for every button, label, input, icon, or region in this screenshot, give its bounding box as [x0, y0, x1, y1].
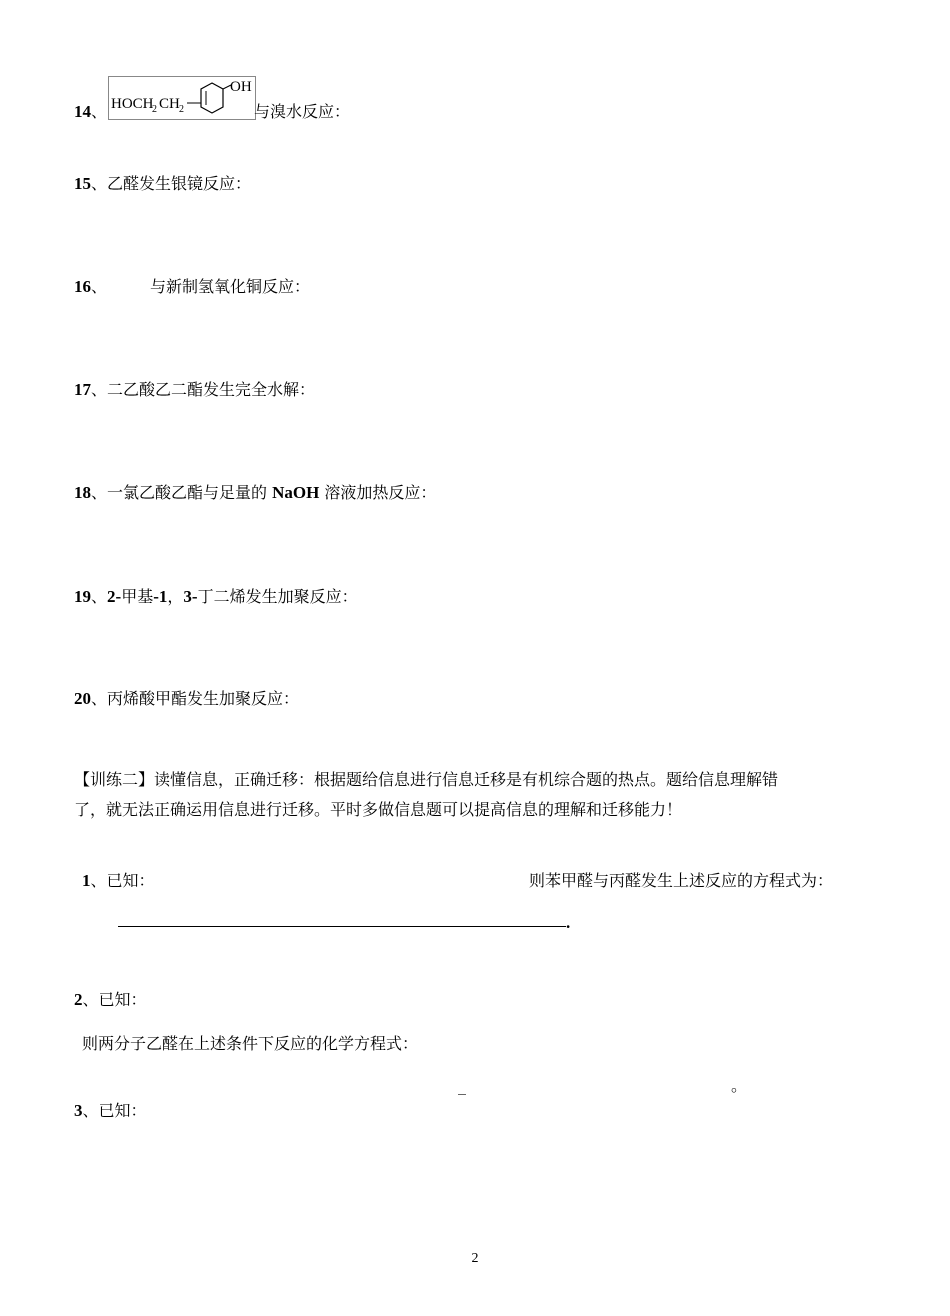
given-label: 已知：	[98, 1101, 147, 1120]
question-number: 15	[74, 174, 91, 193]
end-period: .	[566, 913, 571, 932]
question-17	[74, 380, 315, 400]
intro-text: 读懂信息，正确迁移：根据题给信息进行信息迁移是有机综合题的热点。题给信息理解错	[154, 770, 779, 789]
separator: 、	[82, 1101, 99, 1120]
question-text: 乙醛发生银镜反应：	[107, 174, 252, 193]
given-label: 已知：	[106, 871, 155, 890]
question-15	[74, 174, 251, 194]
question-text: 丁二烯发生加聚反应：	[197, 587, 358, 606]
intro-line-1	[74, 765, 874, 795]
question-number: 18	[74, 483, 91, 502]
separator: 、	[90, 871, 107, 890]
end-full-stop: 。	[731, 1076, 748, 1095]
answer-dash: _	[458, 1076, 466, 1095]
svg-text:OH: OH	[230, 79, 252, 95]
separator: 、	[91, 277, 108, 296]
question-20	[74, 689, 299, 709]
reagent-formula: NaOH	[272, 483, 320, 502]
separator: 、	[91, 689, 108, 708]
question-text: 一氯乙酸乙酯与足量的	[107, 483, 273, 502]
separator: 、	[82, 990, 99, 1009]
separator: 、	[91, 587, 108, 606]
structure-formula-image	[108, 76, 256, 120]
svg-text:2: 2	[152, 104, 157, 115]
separator: 、	[91, 102, 108, 121]
page-number: 2	[471, 1251, 479, 1266]
question-18	[74, 483, 436, 503]
question-text: 二乙酸乙二酯发生完全水解：	[107, 380, 316, 399]
question-number: 19	[74, 587, 91, 606]
training-question-3	[74, 1101, 147, 1121]
question-text: 丙烯酸甲酯发生加聚反应：	[107, 689, 300, 708]
answer-blank-line	[118, 926, 566, 927]
training-question-2-ask: 则两分子乙醛在上述条件下反应的化学方程式：	[82, 1034, 419, 1053]
question-number: 2	[74, 990, 83, 1009]
question-14-text: 与溴水反应：	[254, 102, 351, 121]
separator: 、	[91, 174, 108, 193]
question-number: 3	[74, 1101, 83, 1120]
svg-text:HOCH: HOCH	[111, 96, 154, 112]
separator: 、	[91, 483, 108, 502]
question-number: 17	[74, 380, 91, 399]
question-number: 20	[74, 689, 91, 708]
question-number: 14	[74, 102, 91, 121]
question-14	[74, 102, 107, 122]
svg-text:2: 2	[179, 104, 184, 115]
question-text: ，	[167, 587, 184, 606]
training-question-2	[74, 990, 147, 1010]
separator: 、	[91, 380, 108, 399]
hydroxyphenylethanol-structure	[109, 77, 255, 119]
intro-line-2: 了，就无法正确运用信息进行迁移。平时多做信息题可以提高信息的理解和迁移能力！	[74, 800, 683, 819]
question-number: 1	[82, 871, 91, 890]
question-19	[74, 587, 358, 607]
question-16	[74, 277, 107, 297]
given-label: 已知：	[98, 990, 147, 1009]
locant: 3-	[183, 587, 198, 606]
training-question-1	[82, 871, 155, 891]
question-text: 溶液加热反应：	[319, 483, 437, 502]
training-2-intro	[74, 765, 874, 825]
question-16-text: 与新制氢氧化铜反应：	[150, 277, 311, 296]
locant: -1	[153, 587, 168, 606]
section-heading: 【训练二】	[74, 770, 155, 789]
question-text: 甲基	[121, 587, 154, 606]
training-question-1-ask: 则苯甲醛与丙醛发生上述反应的方程式为：	[529, 871, 834, 890]
question-number: 16	[74, 277, 91, 296]
svg-text:CH: CH	[159, 96, 180, 112]
locant: 2-	[107, 587, 122, 606]
